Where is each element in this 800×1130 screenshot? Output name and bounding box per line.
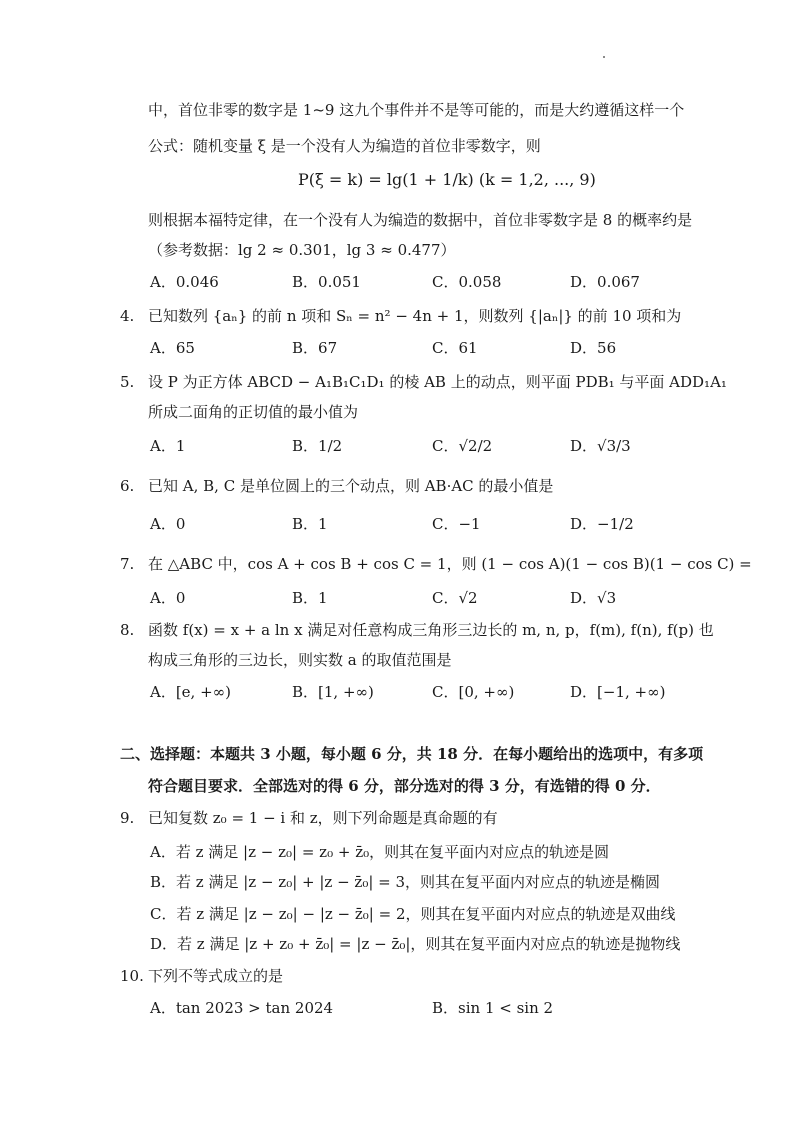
q8-option-d: D．[−1, +∞) bbox=[570, 683, 666, 701]
q5-number: 5. bbox=[120, 373, 135, 391]
intro-line-1: 中，首位非零的数字是 1~9 这九个事件并不是等可能的，而是大约遵循这样一个 bbox=[148, 101, 685, 119]
q3-option-d: D．0.067 bbox=[570, 273, 640, 291]
q10-option-a: A．tan 2023 > tan 2024 bbox=[150, 999, 334, 1017]
q3-option-b: B．0.051 bbox=[292, 273, 361, 291]
q9-option-a: A．若 z 满足 |z − z₀| = z₀ + z̄₀，则其在复平面内对应点的轨迹是圆 bbox=[150, 843, 610, 861]
q5-option-d: D．√3/3 bbox=[570, 437, 631, 455]
q6-option-d: D．−1/2 bbox=[570, 515, 634, 533]
q7-option-d: D．√3 bbox=[570, 589, 617, 607]
q5-option-a: A．1 bbox=[150, 437, 186, 455]
q4-option-a: A．65 bbox=[150, 339, 195, 357]
intro-line-2: 公式：随机变量 ξ 是一个没有人为编造的首位非零数字，则 bbox=[148, 137, 541, 155]
q6-option-b: B．1 bbox=[292, 515, 328, 533]
q5-option-b: B．1/2 bbox=[292, 437, 343, 455]
q6-number: 6. bbox=[120, 477, 135, 495]
q4-option-c: C．61 bbox=[432, 339, 478, 357]
q10-option-b: B．sin 1 < sin 2 bbox=[432, 999, 554, 1017]
q9-text: 已知复数 z₀ = 1 − i 和 z，则下列命题是真命题的有 bbox=[148, 809, 498, 827]
q10-number: 10. bbox=[120, 967, 144, 985]
q8-option-b: B．[1, +∞) bbox=[292, 683, 374, 701]
intro-line-4: （参考数据：lg 2 ≈ 0.301，lg 3 ≈ 0.477） bbox=[148, 241, 456, 259]
q8-option-c: C．[0, +∞) bbox=[432, 683, 515, 701]
section-2-heading-2: 符合题目要求．全部选对的得 6 分，部分选对的得 3 分，有选错的得 0 分． bbox=[148, 777, 661, 795]
q6-option-c: C．−1 bbox=[432, 515, 481, 533]
intro-line-3: 则根据本福特定律，在一个没有人为编造的数据中，首位非零数字是 8 的概率约是 bbox=[148, 211, 693, 229]
q7-option-c: C．√2 bbox=[432, 589, 478, 607]
q7-option-b: B．1 bbox=[292, 589, 328, 607]
q8-option-a: A．[e, +∞) bbox=[150, 683, 232, 701]
q5-text-2: 所成二面角的正切值的最小值为 bbox=[148, 403, 359, 421]
q7-option-a: A．0 bbox=[150, 589, 186, 607]
q4-option-d: D．56 bbox=[570, 339, 617, 357]
q6-option-a: A．0 bbox=[150, 515, 186, 533]
section-2-heading-1: 二、选择题：本题共 3 小题，每小题 6 分，共 18 分．在每小题给出的选项中，有多项 bbox=[120, 745, 704, 763]
q10-text: 下列不等式成立的是 bbox=[148, 967, 284, 985]
q4-text: 已知数列 {aₙ} 的前 n 项和 Sₙ = n² − 4n + 1，则数列 {|aₙ|} 的前 10 项和为 bbox=[148, 307, 682, 325]
q5-text-1: 设 P 为正方体 ABCD − A₁B₁C₁D₁ 的棱 AB 上的动点，则平面 PDB₁ 与平面 ADD₁A₁ bbox=[148, 373, 727, 391]
q8-text-1: 函数 f(x) = x + a ln x 满足对任意构成三角形三边长的 m, n, p，f(m), f(n), f(p) 也 bbox=[148, 621, 714, 639]
q7-number: 7. bbox=[120, 555, 135, 573]
q6-text: 已知 A, B, C 是单位圆上的三个动点，则 AB·AC 的最小值是 bbox=[148, 477, 554, 495]
intro-formula: P(ξ = k) = lg(1 + 1/k) (k = 1,2, ..., 9) bbox=[298, 170, 596, 189]
q8-text-2: 构成三角形的三边长，则实数 a 的取值范围是 bbox=[148, 651, 452, 669]
q9-option-d: D．若 z 满足 |z + z₀ + z̄₀| = |z − z̄₀|，则其在复平面内对应点的轨迹是抛物线 bbox=[150, 935, 681, 953]
q9-option-b: B．若 z 满足 |z − z₀| + |z − z̄₀| = 3，则其在复平面内对应点的轨迹是椭圆 bbox=[150, 873, 661, 891]
q7-text: 在 △ABC 中，cos A + cos B + cos C = 1，则 (1 − cos A)(1 − cos B)(1 − cos C) = bbox=[148, 555, 752, 573]
q4-option-b: B．67 bbox=[292, 339, 338, 357]
q9-number: 9. bbox=[120, 809, 135, 827]
q4-number: 4. bbox=[120, 307, 135, 325]
scan-speck bbox=[603, 56, 605, 58]
q9-option-c: C．若 z 满足 |z − z₀| − |z − z̄₀| = 2，则其在复平面内对应点的轨迹是双曲线 bbox=[150, 905, 676, 923]
q8-number: 8. bbox=[120, 621, 135, 639]
q3-option-a: A．0.046 bbox=[150, 273, 219, 291]
q5-option-c: C．√2/2 bbox=[432, 437, 493, 455]
q3-option-c: C．0.058 bbox=[432, 273, 502, 291]
